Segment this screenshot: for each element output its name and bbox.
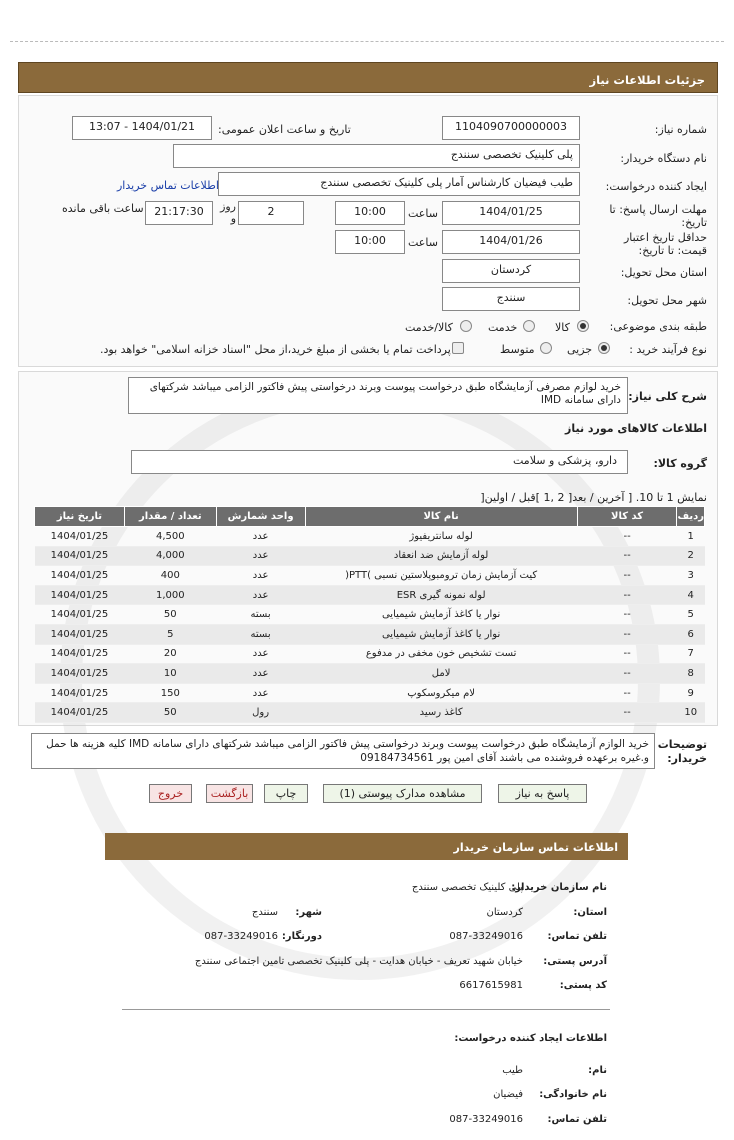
cell-date: 1404/01/25 (35, 527, 125, 547)
cell-date: 1404/01/25 (35, 546, 125, 566)
process-medium-radio[interactable] (540, 342, 552, 354)
cell-name: نوار یا کاغذ آزمایش شیمیایی (305, 624, 577, 644)
cell-qty: 4,500 (124, 527, 216, 547)
cell-date: 1404/01/25 (35, 605, 125, 625)
contact-fax-label: دورنگار: (281, 931, 322, 942)
cell-code: -- (577, 644, 677, 664)
cell-code: -- (577, 683, 677, 703)
print-button[interactable]: چاپ (264, 784, 308, 803)
province-label: استان محل تحویل: (620, 266, 707, 279)
city-field: سنندج (442, 287, 580, 311)
col-unit: واحد شمارش (216, 507, 305, 527)
cell-code: -- (577, 703, 677, 723)
contact-province-value: کردستان (486, 907, 523, 918)
cell-row: 10 (677, 703, 705, 723)
cell-qty: 1,000 (124, 585, 216, 605)
cell-code: -- (577, 664, 677, 684)
col-row: ردیف (677, 507, 705, 527)
contact-city-label: شهر: (295, 907, 322, 918)
description-label: شرح کلی نیاز: (628, 390, 707, 403)
creator-family-label: نام خانوادگی: (539, 1089, 607, 1100)
contact-org-value: پلی کلینیک تخصصی سنندج (411, 882, 523, 893)
validity-time-label: ساعت (408, 236, 438, 249)
table-row (35, 527, 705, 547)
description-field: خرید لوازم مصرفی آزمایشگاه طبق درخواست پیوست وبرند درخواستی پیش فاکتور الزامی میباشد شرکتهای دارای سامانه IMD (128, 377, 628, 414)
creator-name-label: نام: (588, 1065, 607, 1076)
cell-unit: عدد (216, 546, 305, 566)
cell-unit: رول (216, 703, 305, 723)
buyer-notes-field: خرید الوازم آزمایشگاه طبق درخواست پیوست وبرند درخواستی پیش فاکتور الزامی میباشد شرکتهای دارای سامانه IMD کلیه هزینه ها حمل و.غیره برعهده فروشنده می باشند آقای امین پور 09184734561 (31, 733, 655, 769)
table-row (35, 664, 705, 684)
cell-date: 1404/01/25 (35, 703, 125, 723)
contact-section-title: اطلاعات تماس سازمان خریدار (105, 833, 628, 860)
reply-button[interactable]: پاسخ به نیاز (498, 784, 587, 803)
cell-qty: 50 (124, 703, 216, 723)
buyer-notes-label: توضیحات خریدار: (657, 738, 707, 765)
cell-name: لام میکروسکوپ (305, 683, 577, 703)
cell-unit: عدد (216, 527, 305, 547)
process-label: نوع فرآیند خرید : (629, 343, 707, 356)
attachments-button[interactable]: مشاهده مدارک پیوستی (1) (323, 784, 482, 803)
category-service-radio[interactable] (523, 320, 535, 332)
validity-date-field: 1404/01/26 (442, 230, 580, 254)
table-row (35, 585, 705, 605)
cell-code: -- (577, 605, 677, 625)
goods-group-label: گروه کالا: (653, 457, 707, 470)
creator-phone-value: 087-33249016 (449, 1114, 523, 1125)
back-button[interactable]: بازگشت (206, 784, 253, 803)
contact-city-value: سنندج (251, 907, 278, 918)
cell-name: نوار یا کاغذ آزمایش شیمیایی (305, 605, 577, 625)
contact-address-label: آدرس پستی: (543, 956, 607, 967)
treasury-checkbox[interactable] (452, 342, 464, 354)
cell-name: کاغذ رسید (305, 703, 577, 723)
cell-unit: بسته (216, 624, 305, 644)
goods-table (34, 506, 705, 723)
process-small-radio[interactable] (598, 342, 610, 354)
table-row (35, 605, 705, 625)
category-goods-label: کالا (555, 321, 570, 334)
category-service-label: خدمت (488, 321, 518, 334)
announce-label: تاریخ و ساعت اعلان عمومی: (218, 123, 351, 136)
creator-info-title: اطلاعات ایجاد کننده درخواست: (454, 1033, 607, 1044)
cell-code: -- (577, 566, 677, 586)
col-date: تاریخ نیاز (35, 507, 125, 527)
cell-qty: 10 (124, 664, 216, 684)
creator-family-value: فیضیان (493, 1089, 523, 1100)
validity-time-field: 10:00 (335, 230, 405, 254)
category-label: طبقه بندی موضوعی: (609, 320, 707, 333)
exit-button[interactable]: خروج (149, 784, 192, 803)
contact-address-value: خیابان شهید تعریف - خیابان هدایت - پلی کلینیک تخصصی تامین اجتماعی سنندج (194, 956, 523, 967)
table-row (35, 546, 705, 566)
goods-info-title: اطلاعات کالاهای مورد نیاز (565, 422, 707, 435)
contact-phone-label: تلفن تماس: (547, 931, 607, 942)
cell-qty: 4,000 (124, 546, 216, 566)
announce-field: 1404/01/21 - 13:07 (72, 116, 212, 140)
contact-org-label: نام سازمان خریدار: (511, 882, 607, 893)
cell-unit: بسته (216, 605, 305, 625)
cell-code: -- (577, 624, 677, 644)
pagination[interactable]: نمایش 1 تا 10. [ آخرین / بعد[ 2 ,1 ]قبل / اولین[ (480, 491, 707, 504)
cell-row: 8 (677, 664, 705, 684)
cell-unit: عدد (216, 664, 305, 684)
table-row (35, 683, 705, 703)
col-name: نام کالا (305, 507, 577, 527)
buyer-org-field: پلی کلینیک تخصصی سنندج (173, 144, 580, 168)
cell-date: 1404/01/25 (35, 624, 125, 644)
cell-name: تست تشخیص خون مخفی در مدفوع (305, 644, 577, 664)
deadline-time-field: 10:00 (335, 201, 405, 225)
page-title: جزئیات اطلاعات نیاز (18, 62, 718, 93)
cell-date: 1404/01/25 (35, 683, 125, 703)
cell-row: 4 (677, 585, 705, 605)
cell-name: لامل (305, 664, 577, 684)
days-field: 2 (238, 201, 304, 225)
cell-code: -- (577, 546, 677, 566)
cell-row: 7 (677, 644, 705, 664)
table-row (35, 644, 705, 664)
remaining-label: ساعت باقی مانده (62, 202, 144, 215)
table-row (35, 703, 705, 723)
cell-date: 1404/01/25 (35, 664, 125, 684)
table-row (35, 566, 705, 586)
cell-unit: عدد (216, 566, 305, 586)
contact-province-label: استان: (573, 907, 607, 918)
cell-qty: 150 (124, 683, 216, 703)
contact-postal-label: کد پستی: (559, 980, 607, 991)
col-code: کد کالا (577, 507, 677, 527)
cell-row: 6 (677, 624, 705, 644)
category-goods-radio[interactable] (577, 320, 589, 332)
creator-field: طیب فیضیان کارشناس آمار پلی کلینیک تخصصی سنندج (218, 172, 580, 196)
contact-divider (122, 1009, 610, 1010)
province-field: کردستان (442, 259, 580, 283)
validity-label: حداقل تاریخ اعتبار قیمت: تا تاریخ: (623, 231, 707, 257)
cell-name: لوله آزمایش ضد انعقاد (305, 546, 577, 566)
cell-date: 1404/01/25 (35, 585, 125, 605)
cell-name: کیت آزمایش زمان ترومبوپلاستین نسبی )PTT( (305, 566, 577, 586)
cell-code: -- (577, 527, 677, 547)
cell-row: 9 (677, 683, 705, 703)
days-label: روز و (220, 200, 236, 225)
creator-label: ایجاد کننده درخواست: (605, 180, 707, 193)
buyer-org-label: نام دستگاه خریدار: (620, 152, 707, 165)
creator-name-value: طیب (502, 1065, 523, 1076)
category-both-radio[interactable] (460, 320, 472, 332)
need-number-field: 1104090700000003 (442, 116, 580, 140)
category-both-label: کالا/خدمت (405, 321, 453, 334)
cell-date: 1404/01/25 (35, 644, 125, 664)
cell-qty: 400 (124, 566, 216, 586)
cell-qty: 50 (124, 605, 216, 625)
deadline-label: مهلت ارسال پاسخ: تا تاریخ: (609, 203, 707, 229)
contact-info-link[interactable]: اطلاعات تماس خریدار (117, 179, 219, 192)
need-number-label: شماره نیاز: (654, 123, 707, 136)
cell-name: لوله نمونه گیری ESR (305, 585, 577, 605)
process-medium-label: متوسط (500, 343, 535, 356)
cell-row: 2 (677, 546, 705, 566)
creator-phone-label: تلفن تماس: (547, 1114, 607, 1125)
cell-row: 3 (677, 566, 705, 586)
cell-unit: عدد (216, 585, 305, 605)
cell-date: 1404/01/25 (35, 566, 125, 586)
cell-unit: عدد (216, 644, 305, 664)
process-small-label: جزیی (567, 343, 593, 356)
goods-group-field: دارو، پزشکی و سلامت (131, 450, 628, 474)
deadline-date-field: 1404/01/25 (442, 201, 580, 225)
treasury-note: پرداخت تمام یا بخشی از مبلغ خرید،از محل "اسناد خزانه اسلامی" خواهد بود. (100, 343, 451, 356)
deadline-time-label: ساعت (408, 207, 438, 220)
table-row (35, 624, 705, 644)
top-divider (10, 41, 724, 42)
contact-phone-value: 087-33249016 (449, 931, 523, 942)
cell-name: لوله سانتریفیوژ (305, 527, 577, 547)
cell-unit: عدد (216, 683, 305, 703)
cell-qty: 20 (124, 644, 216, 664)
contact-fax-value: 087-33249016 (204, 931, 278, 942)
cell-qty: 5 (124, 624, 216, 644)
cell-row: 5 (677, 605, 705, 625)
contact-postal-value: 6617615981 (459, 980, 523, 991)
col-qty: تعداد / مقدار (124, 507, 216, 527)
city-label: شهر محل تحویل: (627, 294, 707, 307)
cell-code: -- (577, 585, 677, 605)
cell-row: 1 (677, 527, 705, 547)
remaining-time-field: 21:17:30 (145, 201, 213, 225)
